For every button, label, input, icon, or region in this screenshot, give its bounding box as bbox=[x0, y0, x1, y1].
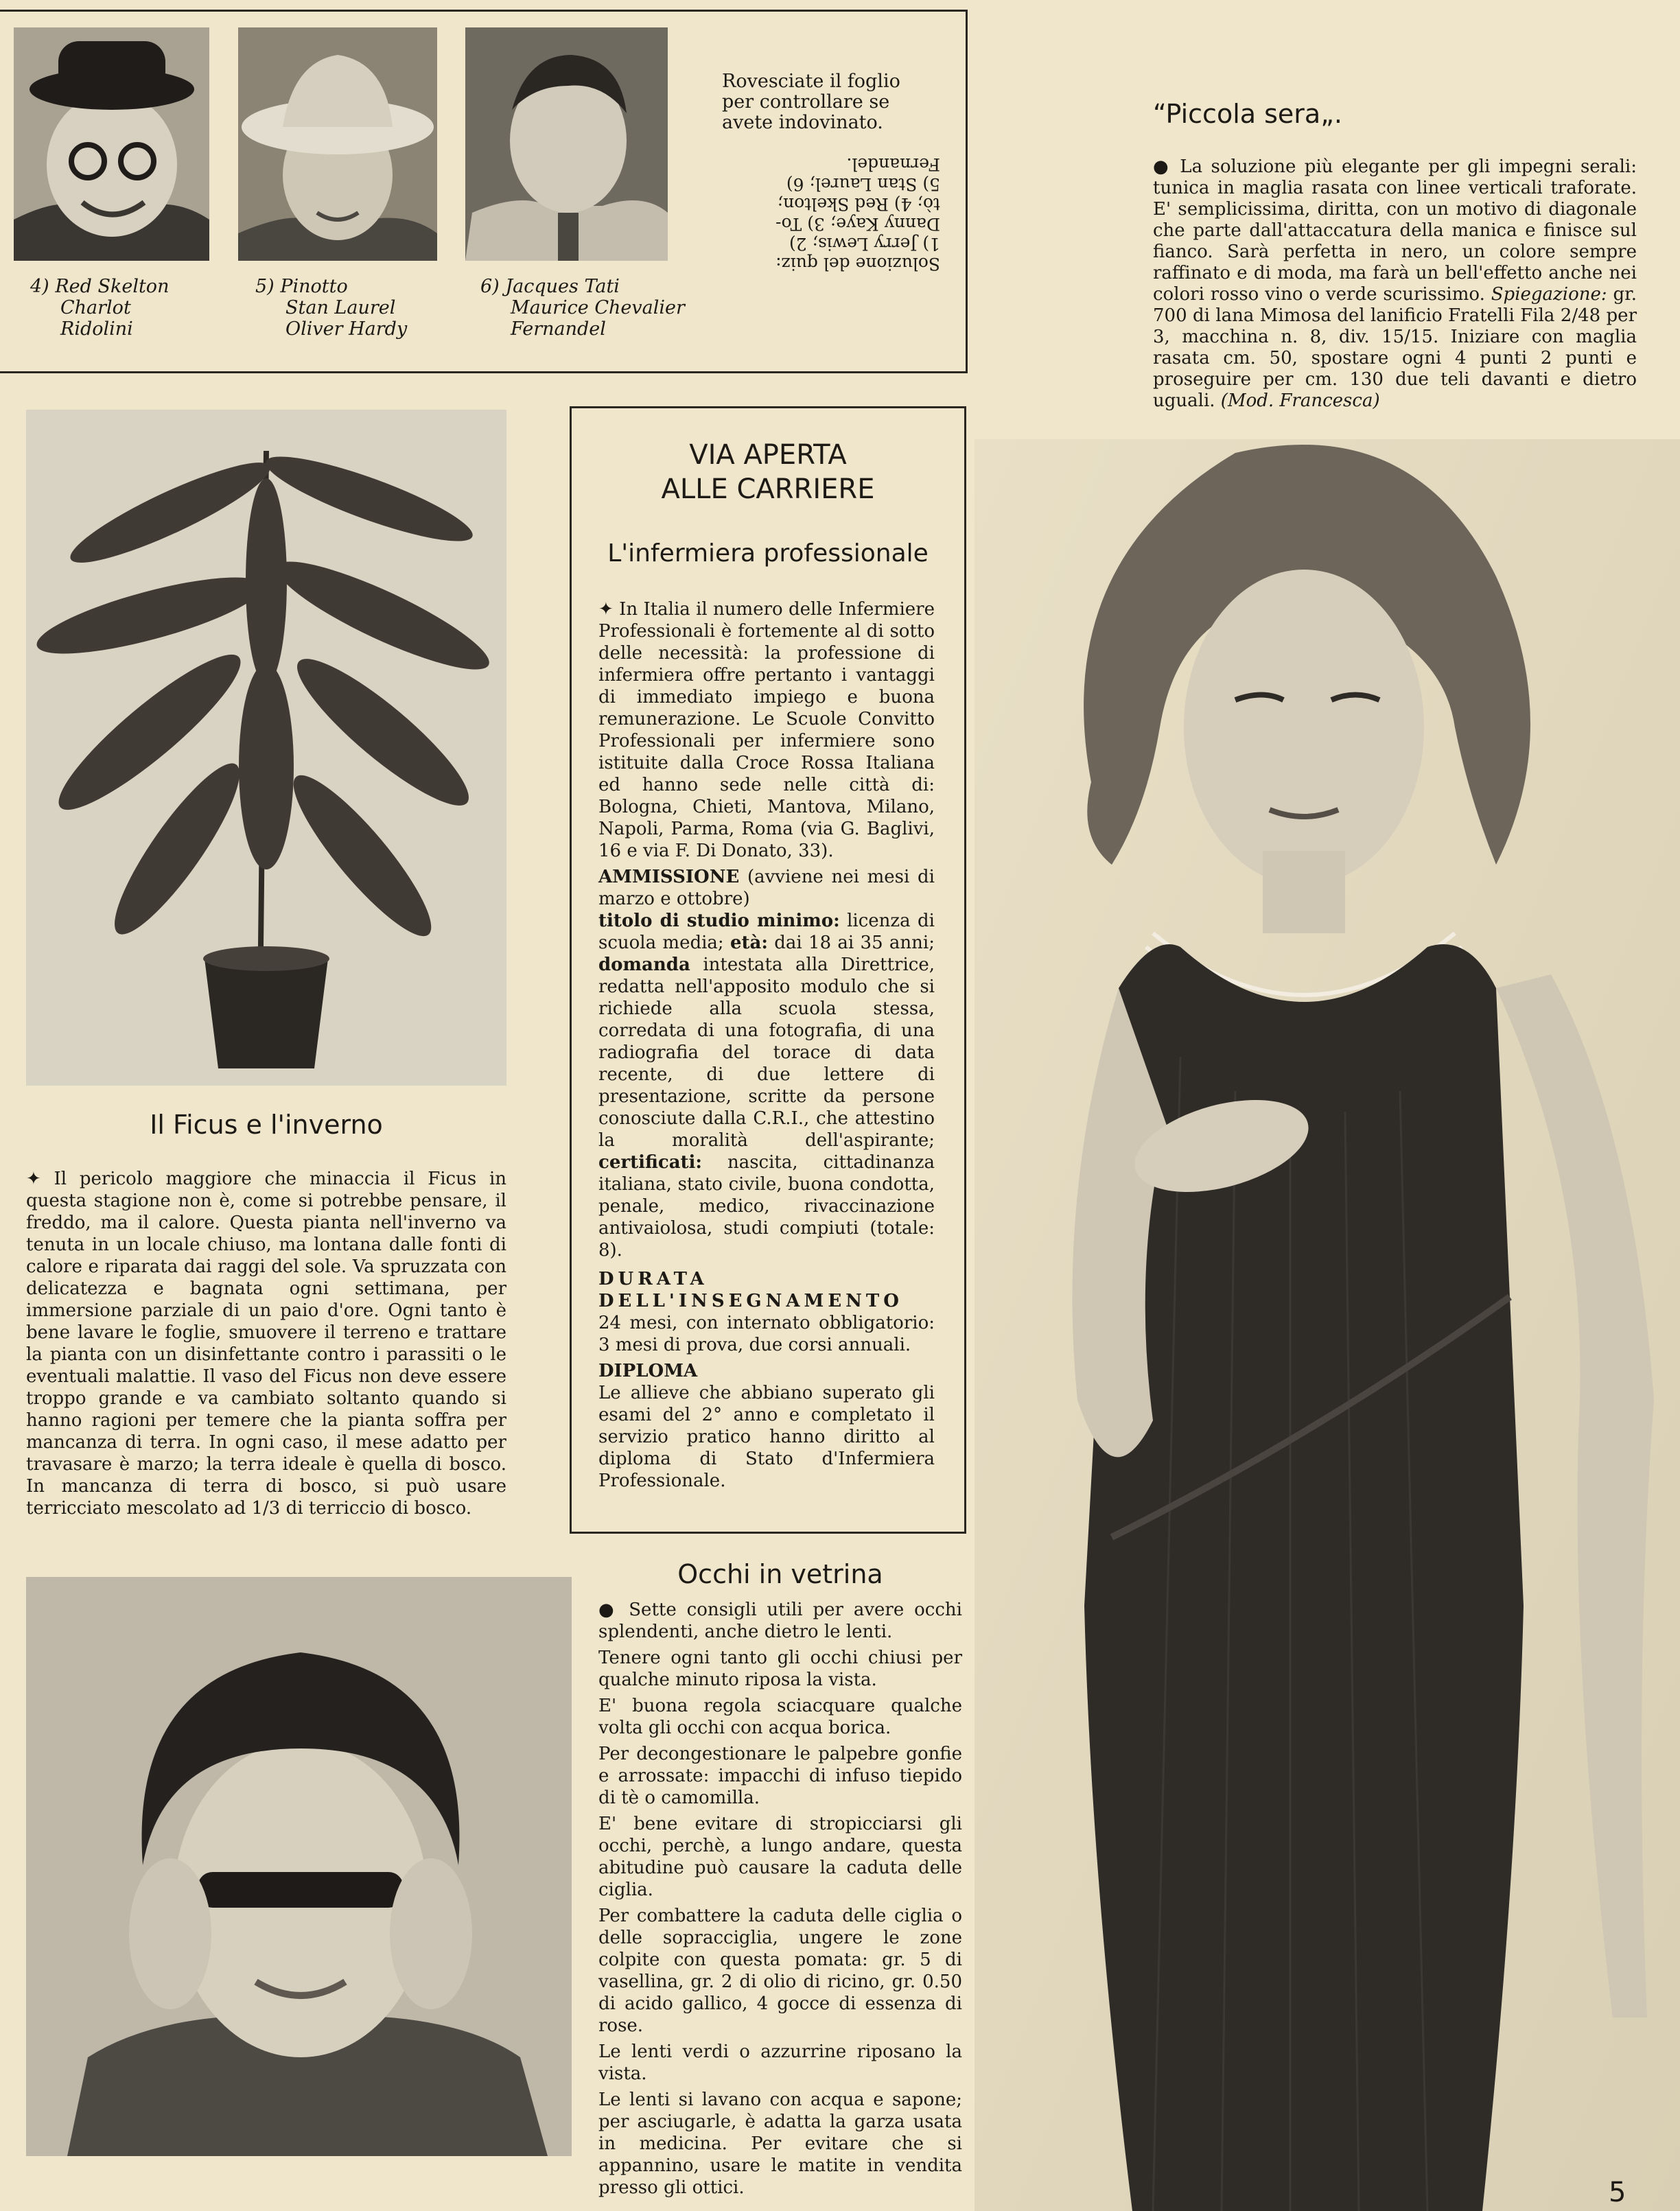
eyes-text: ● Sette consigli utili per avere occhi splendenti, anche dietro le lenti. Tenere ogni tanto gli occhi chiusi per qualche minuto riposa la vista. E' buona regola sciacquare qualche volta gli occhi con acqua borica. Per decongestionare le palpebre gonfie e arrossate: impacchi di infuso tiepido di tè o camomilla. E' bene evitare di stropicciarsi gli occhi, perchè, a lungo andare, questa abitudine può causare la caduta delle ciglia. Per combattere la caduta delle ciglia o delle sopracciglia, ungere le zone colpite con questa pomata: gr. 5 di vasellina, gr. 2 di olio di ricino, gr. 0.50 di acido gallico, 4 gocce di essenza di rose. Le lenti verdi o azzurrine riposano la vista. Le lenti si lavano con acqua e sapone; per asciugarle, è adatta la garza usata in medicina. Per evitare che si appannino, usare le matite in vendita presso gli ottici. bbox=[598, 1600, 962, 2198]
quiz-solution-upside-down: Soluzione del quiz: 1) Jerry Lewis; 2) Danny Kaye; 3) To- tò; 4) Red Skelton; 5) Stan Laurel; 6) Fernandel. bbox=[775, 154, 940, 274]
caption-number: 4) bbox=[30, 276, 49, 297]
ficus-text: ✦ Il pericolo maggiore che minaccia il Ficus in questa stagione non è, come si potrebbe pensare, il freddo, ma il calore. Questa pianta nell'inverno va tenuta in un locale chiuso, ma lontana dalle fonti di calore e riparata dai raggi del sole. Va spruzzata con delicatezza e bagnata ogni settimana, per immersione parziale di un paio d'ore. Ogni tanto è bene lavare le foglie, smuovere il terreno e trattare la pianta con un disinfettante contro i parassiti o le eventuali malattie. Il vaso del Ficus non deve essere troppo grande e va cambiato soltanto quando si hanno ragioni per temere che la pianta soffra per mancanza di terra. In ogni caso, il mese adatto per travasare è marzo; la terra ideale è quella di bosco. In mancanza di terra di bosco, si può usare terricciato mescolato ad 1/3 di terriccio di bosco. bbox=[26, 1169, 506, 1519]
career-text bbox=[598, 598, 935, 1496]
page-number: 5 bbox=[1609, 2177, 1626, 2208]
quiz-photo-6 bbox=[465, 27, 668, 261]
fashion-text: ● La soluzione più elegante per gli impegni serali: tunica in maglia rasata con linee verticali traforate. E' semplicissima, diritta, con un motivo di diagonale che parte dall'attaccatura della manica e finisce sul fianco. Sarà perfetta in nero, un colore sempre raffinato e di moda, ma farà un bell'effetto anche nei colori rosso vino o verde scurissimo. Spiegazione: gr. 700 di lana Mimosa del lanificio Fratelli Fila 2/48 per 3, macchina n. 8, div. 15/15. Iniziare con maglia rasata cm. 50, spostare ogni 4 punti 2 punti e proseguire per cm. 130 due teli davanti e dietro uguali. (Mod. Francesca) bbox=[1153, 156, 1637, 411]
career-diploma: DIPLOMA Le allieve che abbiano superato gli esami del 2° anno e completato il servizio pratico hanno diritto al diploma di Stato d'Infermiera Professionale. bbox=[598, 1361, 935, 1491]
career-heading: VIA APERTA ALLE CARRIERE bbox=[661, 439, 875, 505]
quiz-instruction: Rovesciate il foglio per controllare se avete indovinato. bbox=[722, 71, 900, 133]
career-intro: ✦ In Italia il numero delle Infermiere Professionali è fortemente al di sotto delle necessità: la professione di infermiera offre pertanto i vantaggi di immediato impiego e buona remunerazione. Le Scuole Convitto Professionali per infermiere sono istituite dalla Croce Rossa Italiana ed hanno sede nelle città di: Bologna, Chieti, Mantova, Milano, Napoli, Parma, Roma (via G. Baglivi, 16 e via F. Di Donato, 33). bbox=[598, 599, 935, 861]
sunglasses-woman-photo bbox=[26, 1577, 572, 2156]
ficus-photo bbox=[26, 410, 506, 1086]
career-ammissione: AMMISSIONE (avviene nei mesi di marzo e ottobre) titolo di studio minimo: licenza di scuola media; età: dai 18 ai 35 anni; domanda intestata alla Direttrice, redatta nell'apposito modulo che si richiede alla scuola stessa, corredata di una fotografia, di una radiografia del torace di data recente, di due lettere di presentazione, scritte da persone conosciute dalla C.R.I., che attestino la moralità dell'aspirante; certificati: nascita, cittadinanza italiana, stato civile, buona condotta, penale, medico, rivaccinazione antivaiolosa, studi compiuti (totale: 8). bbox=[598, 867, 935, 1261]
quiz-photo-5 bbox=[238, 27, 437, 261]
fashion-title: “Piccola sera„. bbox=[1153, 99, 1342, 129]
quiz-caption-6: 6) Jacques Tati Maurice Chevalier Fernandel bbox=[480, 276, 685, 340]
caption-number: 6) bbox=[480, 276, 500, 297]
caption-number: 5) bbox=[255, 276, 275, 297]
career-durata: DURATA DELL'INSEGNAMENTO 24 mesi, con internato obbligatorio: 3 mesi di prova, due corsi annuali. bbox=[598, 1269, 935, 1355]
quiz-photo-4 bbox=[14, 27, 209, 261]
quiz-caption-5: 5) Pinotto Stan Laurel Oliver Hardy bbox=[255, 276, 408, 340]
ficus-title: Il Ficus e l'inverno bbox=[150, 1110, 383, 1140]
career-subtitle: L'infermiera professionale bbox=[607, 539, 929, 568]
quiz-caption-4: 4) Red Skelton Charlot Ridolini bbox=[30, 276, 170, 340]
eyes-title: Occhi in vetrina bbox=[677, 1559, 883, 1589]
model-photo bbox=[975, 439, 1680, 2211]
